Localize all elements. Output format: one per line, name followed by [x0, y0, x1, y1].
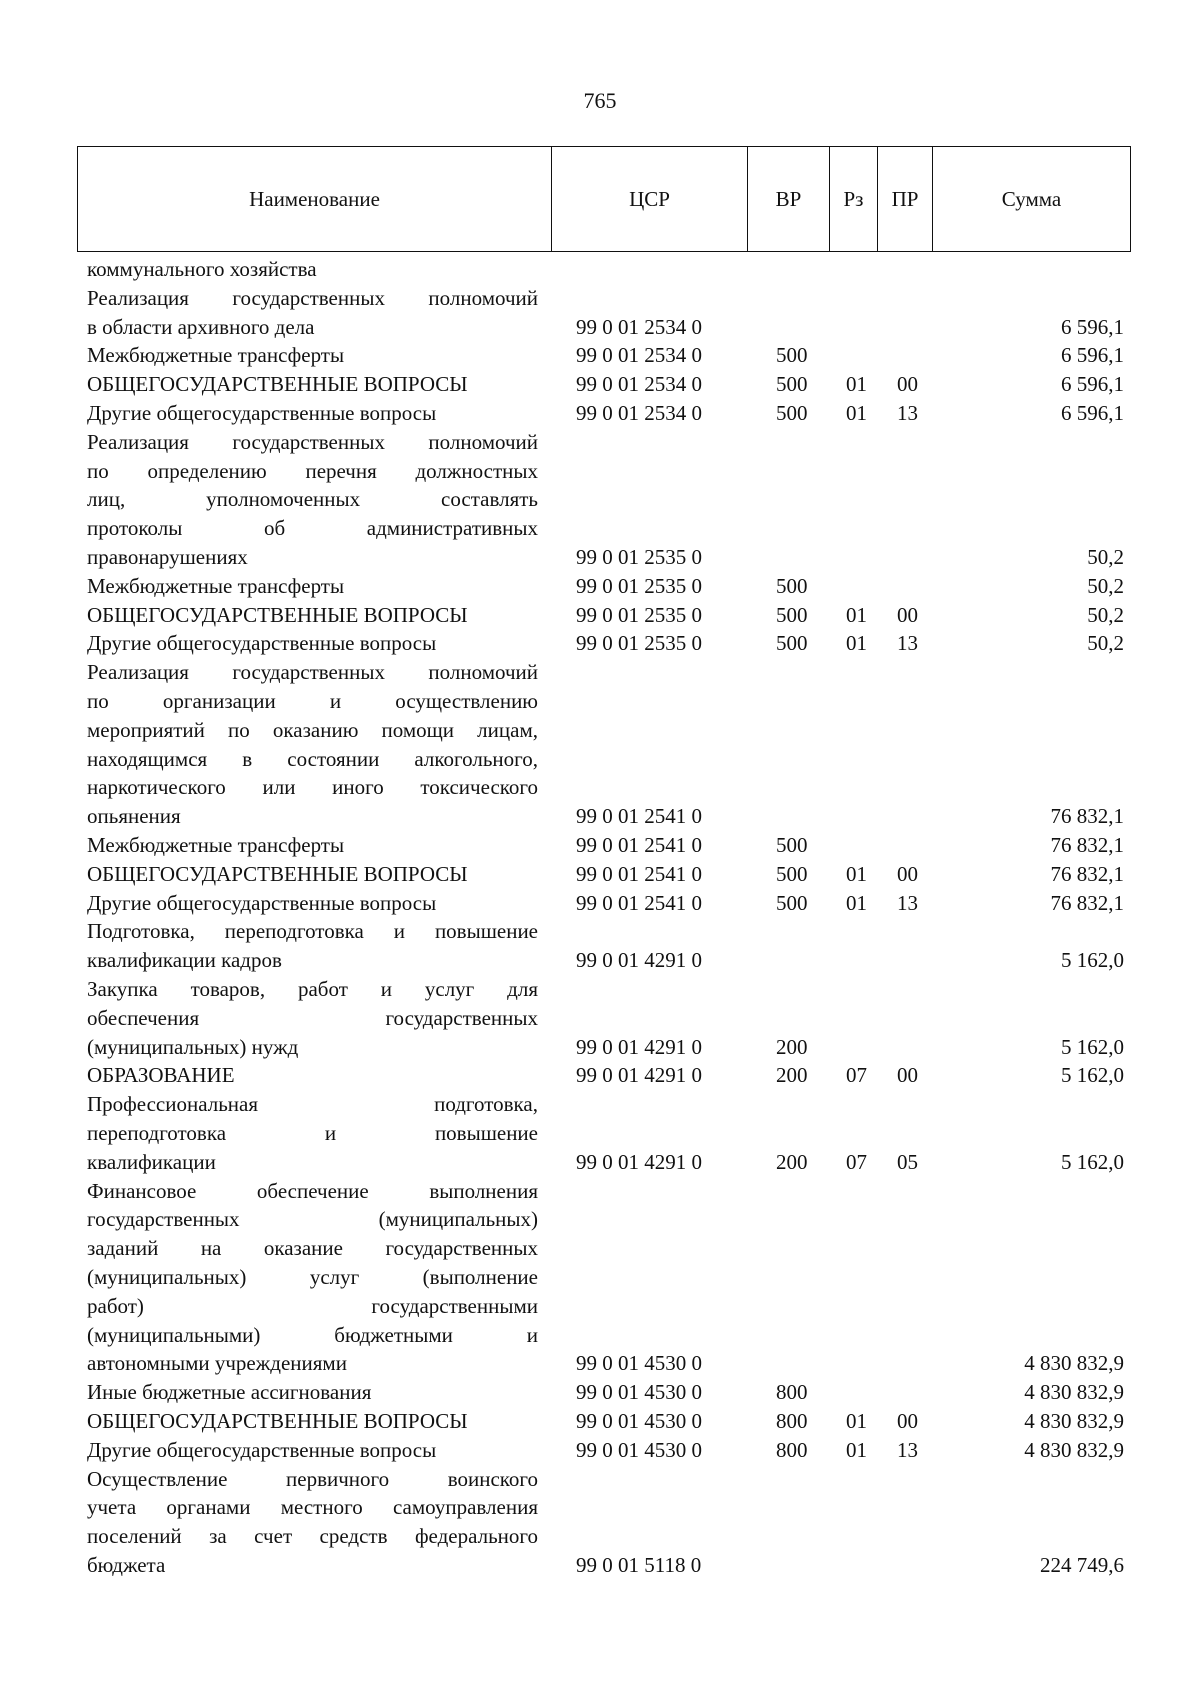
row-name-line: лиц, уполномоченных составлять [87, 487, 538, 512]
row-sum: 76 832,1 [1050, 832, 1124, 857]
table-row [0, 341, 1200, 370]
row-name-line: правонарушениях [87, 544, 248, 569]
row-csr: 99 0 01 4530 0 [576, 1437, 702, 1462]
row-csr: 99 0 01 4530 0 [576, 1380, 702, 1405]
row-rz: 01 [846, 1408, 867, 1433]
table-row [0, 1378, 1200, 1407]
row-name [87, 975, 538, 1061]
row-name [87, 658, 538, 831]
row-pr: 13 [897, 1437, 918, 1462]
row-vr: 800 [776, 1380, 808, 1405]
row-name-line: Другие общегосударственные вопросы [87, 631, 437, 656]
row-csr: 99 0 01 2535 0 [576, 631, 702, 656]
row-vr: 500 [776, 890, 808, 915]
row-pr: 00 [897, 1063, 918, 1088]
row-name-line: ОБЩЕГОСУДАРСТВЕННЫЕ ВОПРОСЫ [87, 372, 468, 397]
row-sum: 4 830 832,9 [1024, 1351, 1124, 1376]
table-row [0, 860, 1200, 889]
table-row [0, 601, 1200, 630]
row-name [87, 284, 538, 342]
row-name-line: работ) государственными [87, 1293, 538, 1318]
row-name-line: ОБЩЕГОСУДАРСТВЕННЫЕ ВОПРОСЫ [87, 1408, 468, 1433]
table-row [0, 889, 1200, 918]
table-row [0, 831, 1200, 860]
row-rz: 01 [846, 602, 867, 627]
row-pr: 00 [897, 861, 918, 886]
row-name-line: по организации и осуществлению [87, 688, 538, 713]
row-csr: 99 0 01 4291 0 [576, 948, 702, 973]
row-rz: 01 [846, 631, 867, 656]
row-vr: 500 [776, 602, 808, 627]
row-name-line: ОБЩЕГОСУДАРСТВЕННЫЕ ВОПРОСЫ [87, 602, 468, 627]
row-name-line: бюджета [87, 1552, 166, 1577]
row-name-line: в области архивного дела [87, 314, 315, 339]
row-name-line: ОБРАЗОВАНИЕ [87, 1063, 235, 1088]
row-rz: 07 [846, 1063, 867, 1088]
row-name-line: Другие общегосударственные вопросы [87, 1437, 437, 1462]
row-name-line: коммунального хозяйства [87, 257, 317, 281]
row-name [87, 889, 538, 918]
row-name-line: Реализация государственных полномочий [87, 429, 538, 454]
row-name [87, 572, 538, 601]
row-name [87, 860, 538, 889]
row-pr: 13 [897, 400, 918, 425]
row-csr: 99 0 01 2541 0 [576, 861, 702, 886]
row-name [87, 1378, 538, 1407]
row-name [87, 370, 538, 399]
row-name-line: учета органами местного самоуправления [87, 1495, 538, 1520]
row-name-line: находящимся в состоянии алкогольного, [87, 746, 538, 771]
row-vr: 200 [776, 1063, 808, 1088]
row-csr: 99 0 01 4530 0 [576, 1408, 702, 1433]
table-row [0, 284, 1200, 342]
row-csr: 99 0 01 2534 0 [576, 400, 702, 425]
row-name-line: Межбюджетные трансферты [87, 832, 345, 857]
row-csr: 99 0 01 2535 0 [576, 544, 702, 569]
row-name-line: обеспечения государственных [87, 1005, 538, 1030]
row-sum: 6 596,1 [1061, 400, 1124, 425]
row-vr: 500 [776, 343, 808, 368]
row-name-line: поселений за счет средств федерального [87, 1524, 538, 1549]
row-name [87, 428, 538, 572]
row-csr: 99 0 01 2535 0 [576, 602, 702, 627]
row-rz: 01 [846, 400, 867, 425]
row-sum: 50,2 [1087, 544, 1124, 569]
row-vr: 500 [776, 631, 808, 656]
row-csr: 99 0 01 2534 0 [576, 343, 702, 368]
row-pr: 00 [897, 602, 918, 627]
row-rz: 01 [846, 1437, 867, 1462]
table-row [0, 629, 1200, 658]
row-sum: 4 830 832,9 [1024, 1380, 1124, 1405]
row-pr: 13 [897, 890, 918, 915]
row-pr: 13 [897, 631, 918, 656]
row-rz: 01 [846, 890, 867, 915]
row-sum: 76 832,1 [1050, 890, 1124, 915]
row-name-line: Закупка товаров, работ и услуг для [87, 976, 538, 1001]
row-name-line: опьянения [87, 804, 181, 829]
row-name-line: автономными учреждениями [87, 1351, 347, 1376]
row-sum: 6 596,1 [1061, 343, 1124, 368]
row-sum: 4 830 832,9 [1024, 1437, 1124, 1462]
row-csr: 99 0 01 2541 0 [576, 804, 702, 829]
row-name-line: (муниципальных) нужд [87, 1034, 299, 1059]
row-csr: 99 0 01 4530 0 [576, 1351, 702, 1376]
row-name [87, 341, 538, 370]
row-pr: 05 [897, 1149, 918, 1174]
row-vr: 800 [776, 1408, 808, 1433]
header-name: Наименование [78, 147, 552, 252]
header-sum: Сумма [933, 147, 1131, 252]
row-name-line: Другие общегосударственные вопросы [87, 890, 437, 915]
row-name-line: Реализация государственных полномочий [87, 660, 538, 685]
row-name-line: (муниципальных) услуг (выполнение [87, 1264, 538, 1289]
row-sum: 224 749,6 [1040, 1552, 1124, 1577]
row-name-line: (муниципальными) бюджетными и [87, 1322, 538, 1347]
row-sum: 5 162,0 [1061, 1149, 1124, 1174]
row-sum: 76 832,1 [1050, 804, 1124, 829]
row-csr: 99 0 01 2534 0 [576, 372, 702, 397]
row-vr: 500 [776, 861, 808, 886]
row-name [87, 629, 538, 658]
row-pr: 00 [897, 1408, 918, 1433]
header-csr: ЦСР [552, 147, 748, 252]
table-row [0, 399, 1200, 428]
row-vr: 200 [776, 1034, 808, 1059]
row-sum: 4 830 832,9 [1024, 1408, 1124, 1433]
row-csr: 99 0 01 2534 0 [576, 314, 702, 339]
row-csr: 99 0 01 2541 0 [576, 890, 702, 915]
row-sum: 5 162,0 [1061, 948, 1124, 973]
header-pr: ПР [878, 147, 933, 252]
row-name-line: Финансовое обеспечение выполнения [87, 1178, 538, 1203]
page-number: 765 [583, 88, 617, 113]
row-name-line: переподготовка и повышение [87, 1120, 538, 1145]
row-name-line: квалификации [87, 1149, 216, 1174]
row-name [87, 1177, 538, 1379]
row-sum: 5 162,0 [1061, 1063, 1124, 1088]
row-name-line: заданий на оказание государственных [87, 1236, 538, 1261]
row-name-line: мероприятий по оказанию помощи лицам, [87, 717, 538, 742]
header-rz: Рз [830, 147, 878, 252]
row-vr: 500 [776, 372, 808, 397]
row-name [87, 1465, 538, 1580]
table-row [0, 917, 1200, 975]
row-name-line: Профессиональная подготовка, [87, 1092, 538, 1117]
table-row [0, 1061, 1200, 1090]
row-name [87, 255, 538, 284]
header-vr: ВР [748, 147, 830, 252]
row-rz: 01 [846, 372, 867, 397]
row-sum: 50,2 [1087, 573, 1124, 598]
row-name [87, 1090, 538, 1176]
row-name [87, 1407, 538, 1436]
row-name-line: Иные бюджетные ассигнования [87, 1380, 372, 1405]
table-body [0, 255, 1200, 1580]
row-csr: 99 0 01 2541 0 [576, 832, 702, 857]
row-csr: 99 0 01 4291 0 [576, 1034, 702, 1059]
table-row [0, 572, 1200, 601]
table-row [0, 975, 1200, 1061]
row-name-line: государственных (муниципальных) [87, 1207, 538, 1232]
row-vr: 500 [776, 573, 808, 598]
table-row [0, 1090, 1200, 1176]
row-name-line: Межбюджетные трансферты [87, 573, 345, 598]
table-row [0, 1177, 1200, 1379]
row-name-line: протоколы об административных [87, 516, 538, 541]
row-name-line: Реализация государственных полномочий [87, 285, 538, 310]
row-name-line: Осуществление первичного воинского [87, 1466, 538, 1491]
row-name-line: Межбюджетные трансферты [87, 343, 345, 368]
row-rz: 07 [846, 1149, 867, 1174]
row-csr: 99 0 01 5118 0 [576, 1552, 702, 1577]
row-sum: 76 832,1 [1050, 861, 1124, 886]
table-row [0, 428, 1200, 572]
row-name-line: по определению перечня должностных [87, 458, 538, 483]
row-vr: 200 [776, 1149, 808, 1174]
row-sum: 6 596,1 [1061, 372, 1124, 397]
row-csr: 99 0 01 4291 0 [576, 1063, 702, 1088]
table-header [77, 146, 1131, 252]
row-vr: 500 [776, 832, 808, 857]
row-sum: 5 162,0 [1061, 1034, 1124, 1059]
row-sum: 6 596,1 [1061, 314, 1124, 339]
row-sum: 50,2 [1087, 602, 1124, 627]
table-row [0, 1436, 1200, 1465]
row-sum: 50,2 [1087, 631, 1124, 656]
row-name [87, 917, 538, 975]
table-row [0, 255, 1200, 284]
table-row [0, 370, 1200, 399]
row-csr: 99 0 01 2535 0 [576, 573, 702, 598]
row-name [87, 601, 538, 630]
row-csr: 99 0 01 4291 0 [576, 1149, 702, 1174]
row-name-line: ОБЩЕГОСУДАРСТВЕННЫЕ ВОПРОСЫ [87, 861, 468, 886]
row-pr: 00 [897, 372, 918, 397]
row-name-line: Подготовка, переподготовка и повышение [87, 919, 538, 944]
row-name-line: Другие общегосударственные вопросы [87, 400, 437, 425]
row-name-line: наркотического или иного токсического [87, 775, 538, 800]
table-row [0, 658, 1200, 831]
row-vr: 800 [776, 1437, 808, 1462]
table-row [0, 1407, 1200, 1436]
row-name [87, 1436, 538, 1465]
row-rz: 01 [846, 861, 867, 886]
row-name [87, 1061, 538, 1090]
row-vr: 500 [776, 400, 808, 425]
row-name [87, 399, 538, 428]
row-name-line: квалификации кадров [87, 948, 282, 973]
table-row [0, 1465, 1200, 1580]
row-name [87, 831, 538, 860]
